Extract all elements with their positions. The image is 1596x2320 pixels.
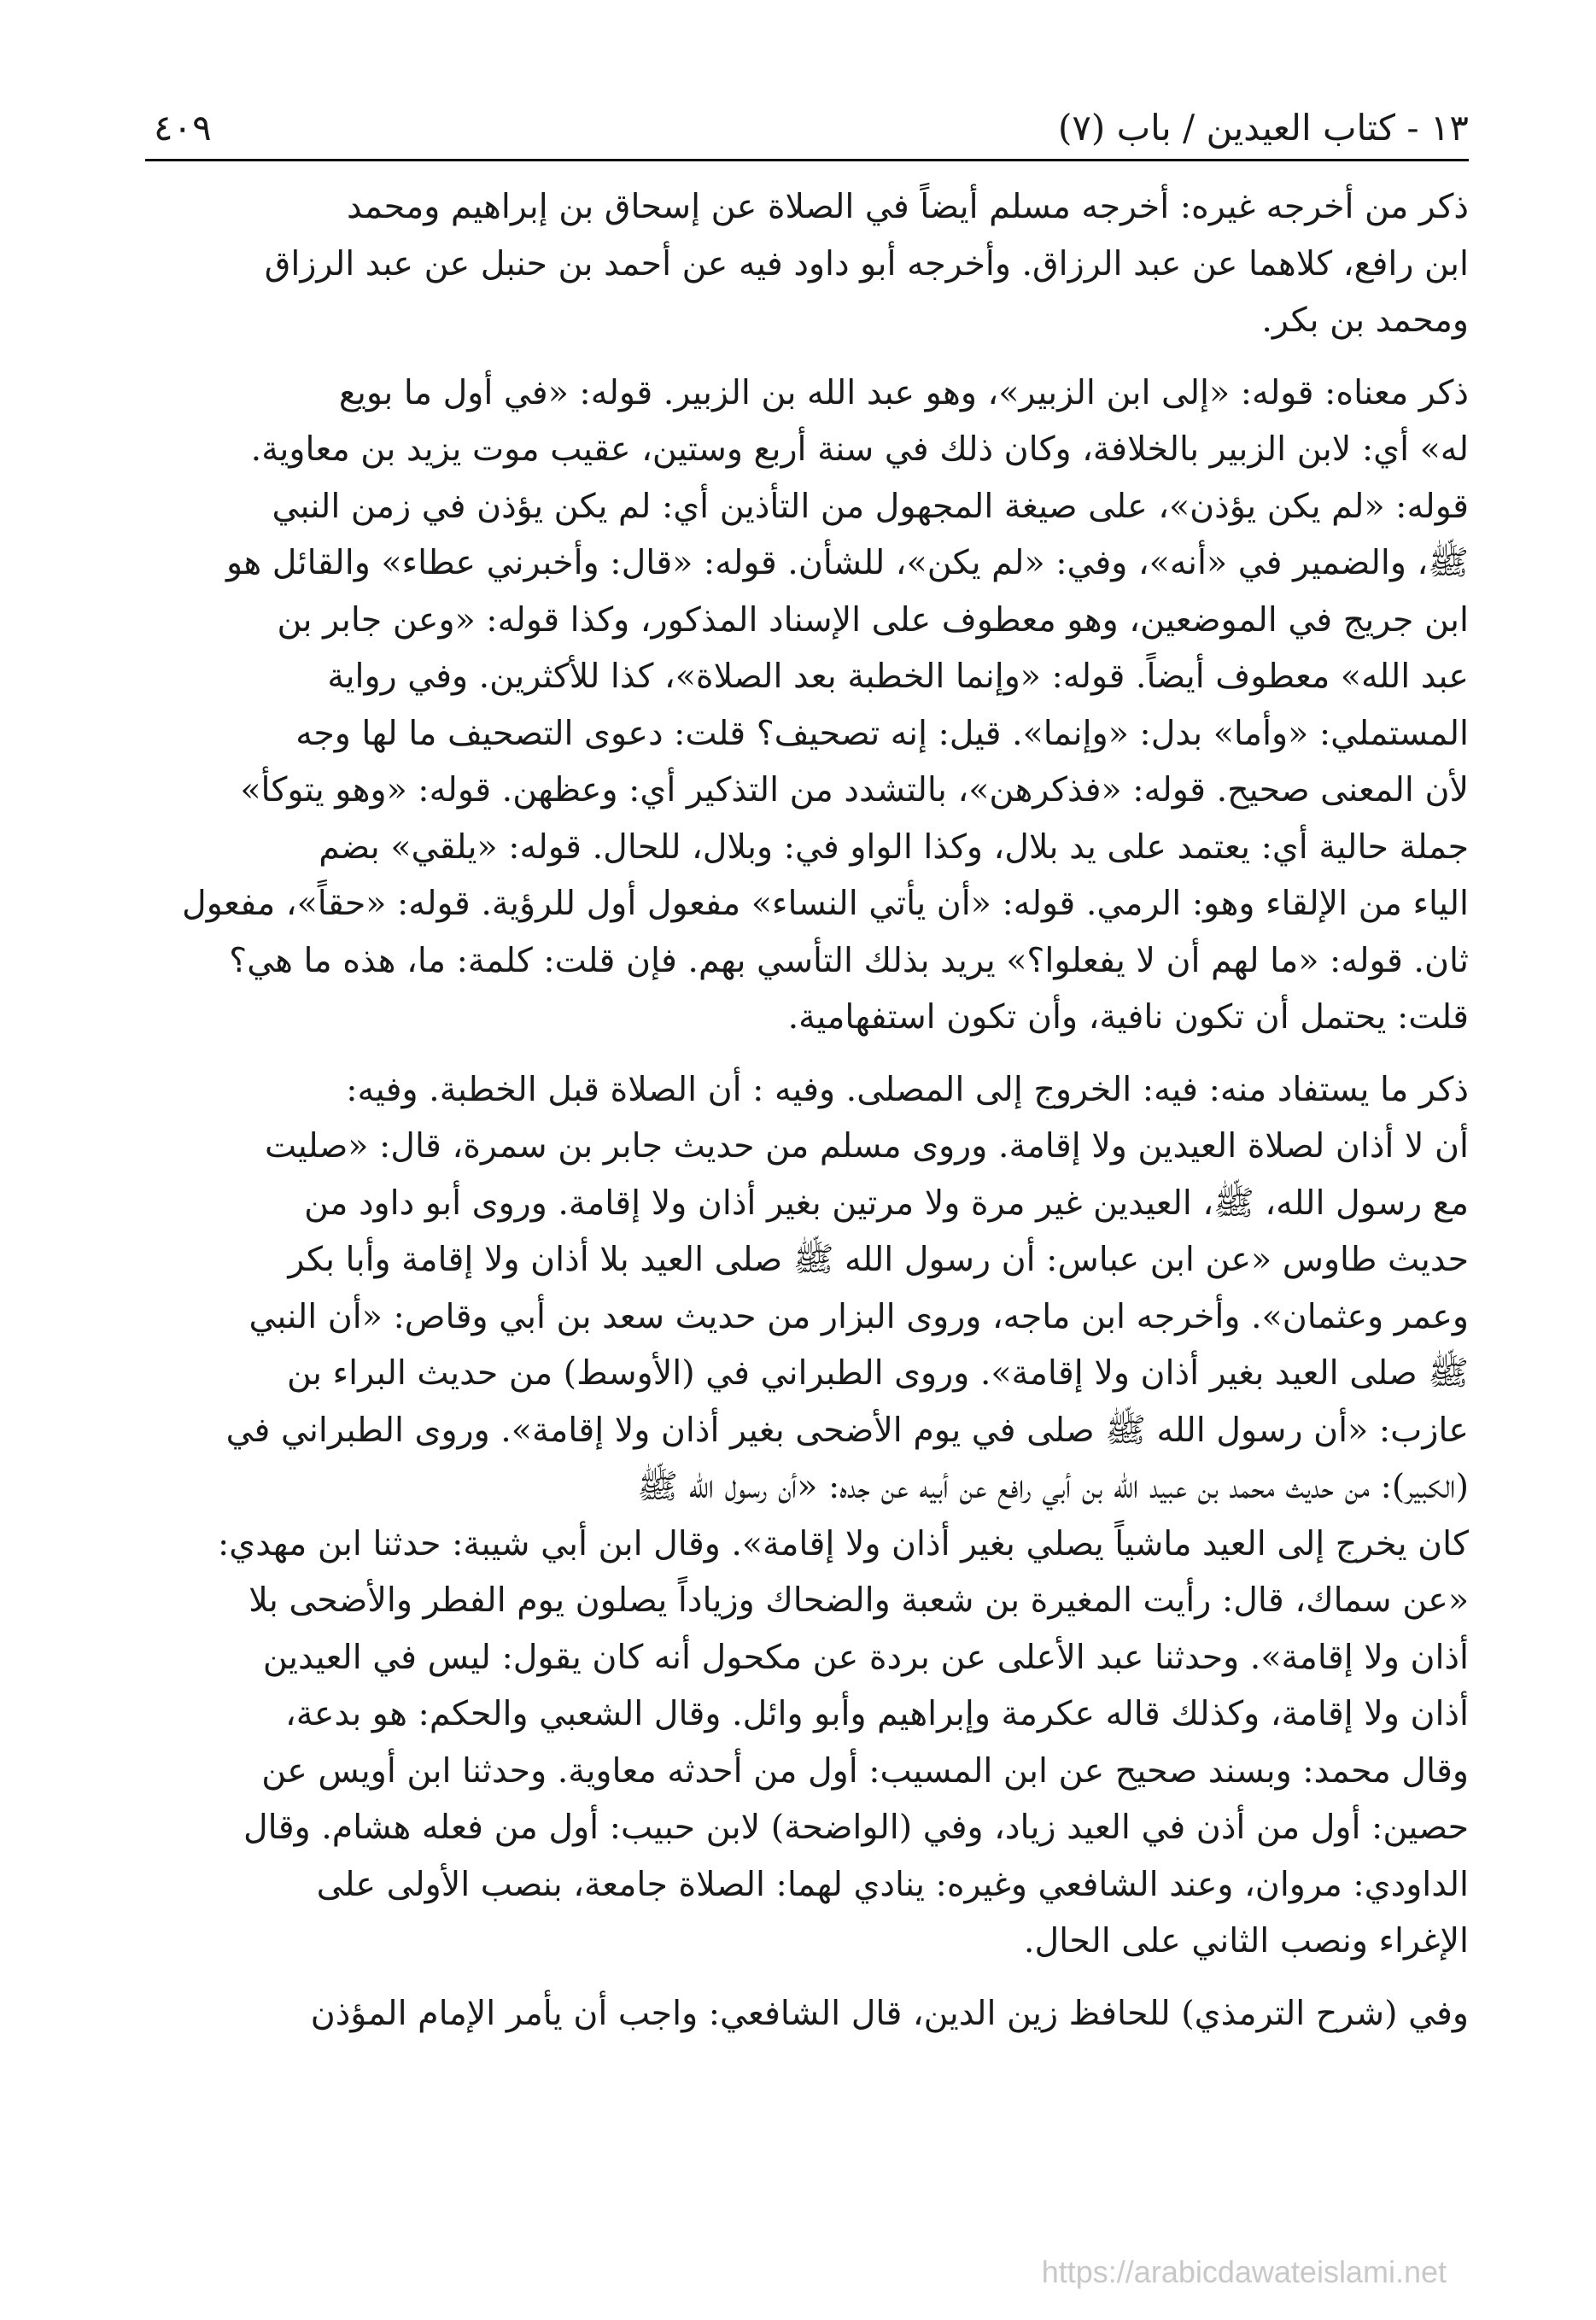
paragraph-tirmidhi [145, 1985, 1469, 2042]
text-line: مع رسول الله، ﷺ، العيدين غير مرة ولا مرتين بغير أذان ولا إقامة. وروى أبو داود من [304, 1183, 1469, 1223]
text-line: وفي (شرح الترمذي) للحافظ زين الدين، قال الشافعي: واجب أن يأمر الإمام المؤذن [310, 1993, 1469, 2033]
page-number: ٤٠٩ [154, 107, 212, 149]
body-text [145, 178, 1469, 2042]
text-line: «عن سماك، قال: رأيت المغيرة بن شعبة والضحاك وزياداً يصلون يوم الفطر والأضحى بلا [248, 1581, 1469, 1620]
text-line: لأن المعنى صحيح. قوله: «فذكرهن»، بالتشدد من التذكير أي: وعظهن. قوله: «وهو يتوكأ» [240, 770, 1469, 809]
text-line: قلت: يحتمل أن تكون نافية، وأن تكون استفهامية. [787, 997, 1469, 1037]
text-line: أذان ولا إقامة». وحدثنا عبد الأعلى عن بردة عن مكحول أنه كان يقول: ليس في العيدين [262, 1637, 1469, 1677]
text-line: ذكر من أخرجه غيره: أخرجه مسلم أيضاً في الصلاة عن إسحاق بن إبراهيم ومحمد [347, 187, 1469, 226]
text-line: وقال محمد: وبسند صحيح عن ابن المسيب: أول من أحدثه معاوية. وحدثنا ابن أويس عن [261, 1750, 1469, 1791]
text-line: ثان. قوله: «ما لهم أن لا يفعلوا؟» يريد بذلك التأسي بهم. فإن قلت: كلمة: ما، هذه ما هي؟ [229, 940, 1469, 980]
running-title: ١٣ - كتاب العيدين / باب (٧) [1057, 107, 1469, 149]
text-line: المستملي: «وأما» بدل: «وإنما». قيل: إنه تصحيف؟ قلت: دعوى التصحيف ما لها وجه [295, 713, 1469, 753]
paragraph-other-sources [145, 178, 1469, 349]
text-line: ابن رافع، كلاهما عن عبد الرزاق. وأخرجه أبو داود فيه عن أحمد بن حنبل عن عبد الرزاق [264, 243, 1469, 283]
text-line: (الكبير): من حديث محمد بن عبيد الله بن أبي رافع عن أبيه عن جده: «أن رسول الله ﷺ [637, 1467, 1469, 1506]
text-line: له» أي: لابن الزبير بالخلافة، وكان ذلك في سنة أربع وستين، عقيب موت يزيد بن معاوية. [250, 430, 1469, 469]
text-line: حصين: أول من أذن في العيد زياد، وفي (الواضحة) لابن حبيب: أول من فعله هشام. وقال [243, 1808, 1469, 1847]
text-line: جملة حالية أي: يعتمد على يد بلال، وكذا الواو في: وبلال، للحال. قوله: «يلقي» بضم [319, 827, 1469, 867]
text-line: ﷺ صلى العيد بغير أذان ولا إقامة». وروى الطبراني في (الأوسط) من حديث البراء بن [286, 1353, 1469, 1393]
text-line: ﷺ، والضمير في «أنه»، وفي: «لم يكن»، للشأن. قوله: «قال: وأخبرني عطاء» والقائل هو [225, 543, 1469, 582]
paragraph-benefits [145, 1061, 1469, 1970]
text-line: الياء من الإلقاء وهو: الرمي. قوله: «أن يأتي النساء» مفعول أول للرؤية. قوله: «حقاً»، مفعول [182, 884, 1469, 923]
text-line: أن لا أذان لصلاة العيدين ولا إقامة. وروى مسلم من حديث جابر بن سمرة، قال: «صليت [264, 1126, 1469, 1166]
text-line: ابن جريج في الموضعين، وهو معطوف على الإسناد المذكور، وكذا قوله: «وعن جابر بن [277, 599, 1469, 640]
book-page [145, 102, 1469, 2288]
watermark: https://arabicdawateislami.net [1041, 2254, 1447, 2289]
text-line: قوله: «لم يكن يؤذن»، على صيغة المجهول من التأذين أي: لم يكن يؤذن في زمن النبي [272, 486, 1469, 526]
text-line: الداودي: مروان، وعند الشافعي وغيره: ينادي لهما: الصلاة جامعة، بنصب الأولى على [316, 1864, 1469, 1904]
text-line: كان يخرج إلى العيد ماشياً يصلي بغير أذان ولا إقامة». وقال ابن أبي شيبة: حدثنا ابن مهدي: [217, 1523, 1469, 1563]
text-line: عبد الله» معطوف أيضاً. قوله: «وإنما الخطبة بعد الصلاة»، كذا للأكثرين. وفي رواية [327, 657, 1469, 696]
text-line: حديث طاوس «عن ابن عباس: أن رسول الله ﷺ صلى العيد بلا أذان ولا إقامة وأبا بكر [288, 1240, 1469, 1279]
text-line: أذان ولا إقامة، وكذلك قاله عكرمة وإبراهيم وأبو وائل. وقال الشعبي والحكم: هو بدعة، [284, 1694, 1469, 1733]
text-line: عازب: «أن رسول الله ﷺ صلى في يوم الأضحى بغير أذان ولا إقامة». وروى الطبراني في [225, 1410, 1469, 1450]
text-line: ومحمد بن بكر. [1261, 301, 1469, 340]
text-line: وعمر وعثمان». وأخرجه ابن ماجه، وروى البزار من حديث سعد بن أبي وقاص: «أن النبي [248, 1296, 1469, 1336]
text-line: الإغراء ونصب الثاني على الحال. [1023, 1921, 1469, 1961]
page-header [145, 102, 1469, 161]
text-line: ذكر ما يستفاد منه: فيه: الخروج إلى المصلى. وفيه : أن الصلاة قبل الخطبة. وفيه: [346, 1069, 1469, 1109]
paragraph-meaning [145, 365, 1469, 1046]
text-line: ذكر معناه: قوله: «إلى ابن الزبير»، وهو عبد الله بن الزبير. قوله: «في أول ما بويع [338, 372, 1469, 412]
